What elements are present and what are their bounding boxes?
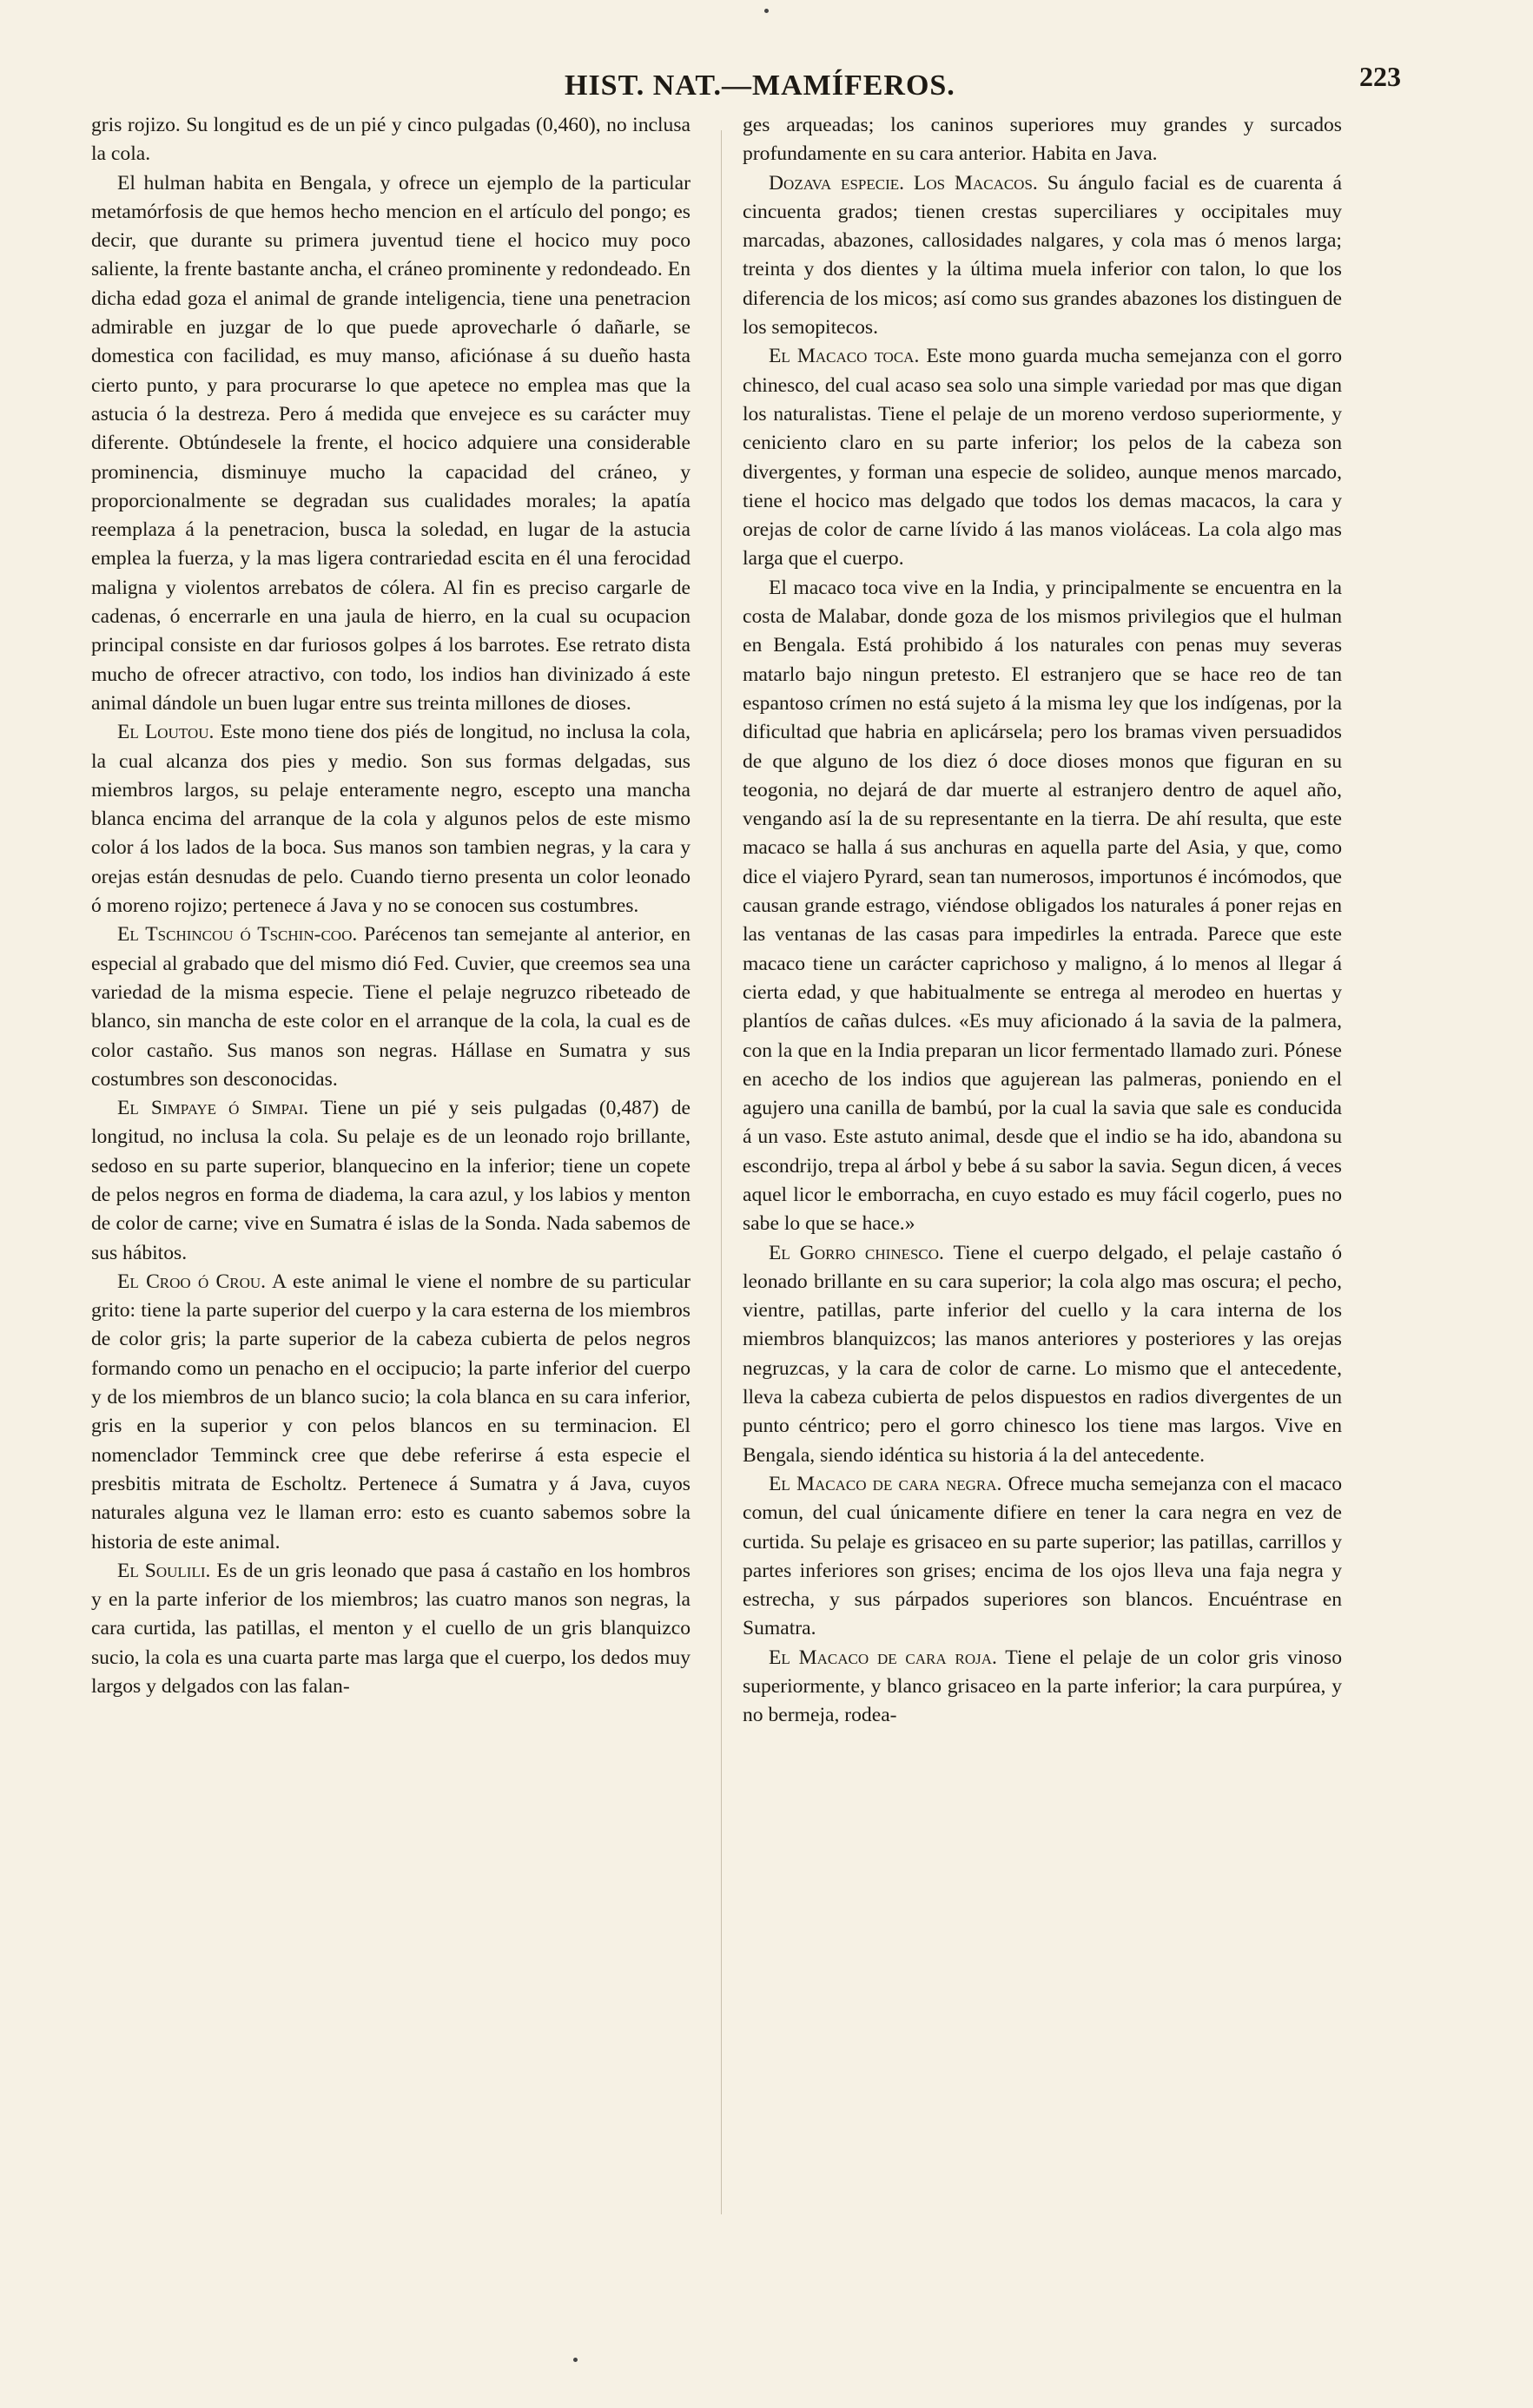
paragraph-text: Tiene un pié y seis pulgadas (0,487) de longitud, no inclusa la cola. Su pelaje es de un leonado rojo brillante, sedoso en su parte superior, blanquecino en la inferior; tiene un copete de pelos negros en forma de diadema, la cara azul, y los labios y menton de color de carne; vive en Sumatra é islas de la Sonda. Nada sabemos de sus hábitos. <box>91 1097 691 1264</box>
column-divider <box>721 130 722 2214</box>
running-head: HIST. NAT.—MAMÍFEROS. <box>565 69 955 102</box>
paragraph-text: El hulman habita en Bengala, y ofrece un ejemplo de la particular metamórfosis de que hemos hecho mencion en el artículo del pongo; es decir, que durante su primera juventud tiene el hocico muy poco saliente, la frente bastante ancha, el cráneo prominente y redondeado. En dicha edad goza el animal de grande inteligencia, tiene una penetracion admirable en juzgar de lo que puede aprovecharle ó dañarle, se domestica con facilidad, es muy manso, aficiónase á su dueño hasta cierto punto, y para procurarse lo que apetece no emplea mas que la astucia ó la destreza. Pero á medida que envejece es su carácter muy diferente. Obtúndesele la frente, el hocico adquiere una considerable prominencia, disminuye mucho la capacidad del cráneo, y proporcionalmente se degradan sus cualidades morales; la apatía reemplaza á la penetracion, busca la soledad, en lugar de la astucia emplea la fuerza, y la mas ligera contrariedad escita en él una ferocidad maligna y violentos arrebatos de cólera. Al fin es preciso cargarle de cadenas, ó encerrarle en una jaula de hierro, en la cual su ocupacion principal consiste en dar furiosos golpes á los barrotes. Ese retrato dista mucho de ofrecer atractivo, con todo, los indios han divinizado á este animal dándole un buen lugar entre sus treinta millones de dioses. <box>91 171 691 715</box>
species-heading: El Macaco de cara negra. <box>769 1472 1002 1495</box>
paragraph-text: gris rojizo. Su longitud es de un pié y cinco pulgadas (0,460), no inclusa la cola. <box>91 114 691 166</box>
paragraph <box>743 1644 1342 1731</box>
paragraph-text: A este animal le viene el nombre de su particular grito: tiene la parte superior del cuerpo y la cara esterna de los miembros de color gris; la parte superior de la cabeza cubierta de pelos negros formando como un penacho en el occipucio; la parte inferior del cuerpo y de los miembros de un blanco sucio; la cola blanca en su cara inferior, gris en la superior y con pelos blancos en su terminacion. El nomenclador Temminck cree que debe referirse á esta especie el presbitis mitrata de Escholtz. Pertenece á Sumatra y á Java, cuyos naturales alguna vez le llaman erro: esto es cuanto sabemos sobre la historia de este animal. <box>91 1270 691 1554</box>
paragraph <box>743 1239 1342 1470</box>
species-heading: El Soulili. <box>117 1559 211 1582</box>
paragraph <box>743 1470 1342 1644</box>
paragraph <box>743 574 1342 1239</box>
species-heading: El Macaco toca. <box>769 345 920 368</box>
paragraph-text: Tiene el pelaje de un color gris vinoso superiormente, y blanco grisaceo en la parte inferior; la cara purpúrea, y no bermeja, rodea- <box>743 1646 1342 1727</box>
paragraph <box>91 718 691 920</box>
species-heading: El Loutou. <box>117 721 215 744</box>
paragraph-text: ges arqueadas; los caninos superiores muy grandes y surcados profundamente en su cara anterior. Habita en Java. <box>743 114 1342 166</box>
species-heading: El Croo ó Crou. <box>117 1270 267 1293</box>
species-heading: El Simpaye ó Simpai. <box>117 1097 309 1120</box>
paragraph-text: Parécenos tan semejante al anterior, en especial al grabado que del mismo dió Fed. Cuvier, que creemos sea una variedad de la misma especie. Tiene el pelaje negruzco ribeteado de blanco, sin mancha de este color en el arranque de la cola, la cual es de color castaño. Sus manos son negras. Hállase en Sumatra y sus costumbres son desconocidas. <box>91 923 691 1091</box>
page-header <box>0 61 1533 113</box>
paragraph-text: Es de un gris leonado que pasa á castaño en los hombros y en la parte inferior de los miembros; las cuatro manos son negras, la cara curtida, las patillas, el menton y el cuello de un gris blanquizco sucio, la cola es una cuarta parte mas larga que el cuerpo, los dedos muy largos y delgados con las falan- <box>91 1559 691 1699</box>
paragraph <box>91 1557 691 1701</box>
paragraph <box>91 1094 691 1268</box>
paragraph-text: Este mono guarda mucha semejanza con el gorro chinesco, del cual acaso sea solo una simple variedad por mas que digan los naturalistas. Tiene el pelaje de un moreno verdoso superiormente, y ceniciento claro en su parte inferior; los pelos de la cabeza son divergentes, y forman una especie de solideo, aunque menos marcado, tiene el hocico mas delgado que todos los demas macacos, la cara y orejas de color de carne lívido á las manos violáceas. La cola algo mas larga que el cuerpo. <box>743 345 1342 571</box>
species-heading: El Tschincou ó Tschin-coo. <box>117 923 358 947</box>
paragraph <box>743 169 1342 343</box>
paragraph <box>91 1268 691 1557</box>
page-number: 223 <box>1359 61 1401 92</box>
paragraph <box>743 342 1342 573</box>
paragraph-text: Tiene el cuerpo delgado, el pelaje castaño ó leonado brillante en su cara superior; la cola algo mas oscura; el pecho, vientre, patillas, parte inferior del cuello y la cara interna de los miembros blanquizcos; las manos anteriores y posteriores y las orejas negruzcas, y la cara de color de carne. Lo mismo que el antecedente, lleva la cabeza cubierta de pelos dispuestos en radios divergentes de un punto céntrico; pero el gorro chinesco los tiene mas largos. Vive en Bengala, siendo idéntica su historia á la del antecedente. <box>743 1241 1342 1467</box>
paragraph <box>91 920 691 1094</box>
paragraph-text: Este mono tiene dos piés de longitud, no inclusa la cola, la cual alcanza dos pies y medio. Son sus formas delgadas, sus miembros largos, su pelaje enteramente negro, escepto una mancha blanca encima del arranque de la cola y algunos pelos de este mismo color á los lados de la boca. Sus manos son tambien negras, y la cara y orejas están desnudas de pelo. Cuando tierno presenta un color leonado ó moreno rojizo; pertenece á Java y no se conocen sus costumbres. <box>91 721 691 918</box>
paragraph <box>743 111 1342 169</box>
left-column <box>91 111 691 2299</box>
species-heading: El Macaco de cara roja. <box>769 1646 997 1669</box>
paragraph-text: El macaco toca vive en la India, y principalmente se encuentra en la costa de Malabar, donde goza de los mismos privilegios que el hulman en Bengala. Está prohibido á los naturales con penas muy severas matarlo bajo ningun pretesto. El estranjero que se hace reo de tan espantoso crímen no está sujeto á la misma ley que los indígenas, por la dificultad que habria en aplicársela; pero los bramas viven persuadidos de que alguno de los diez ó doce dioses monos que figuran en su teogonia, no dejará de dar muerte al estranjero dentro de aquel año, vengando así la de su representante en la tierra. De ahí resulta, que este macaco se halla á sus anchuras en aquella parte del Asia, y que, como dice el viajero Pyrard, sean tan numerosos, importunos é incómodos, que causan grande estrago, viéndose obligados los naturales á poner rejas en las ventanas de las casas para impedirles la entrada. Parece que este macaco tiene un carácter caprichoso y maligno, á lo menos al llegar á cierta edad, y que habitualmente se entrega al merodeo en huertas y plantíos de cañas dulces. «Es muy aficionado á la savia de la palmera, con la que en la India preparan un licor fermentado llamado zuri. Pónese en acecho de los indios que agujerean las palmeras, poniendo en el agujero una canilla de bambú, por la cual la savia que sale es conducida á un vaso. Este astuto animal, desde que el indio se ha ido, abandona su escondrijo, trepa al árbol y bebe á su sabor la savia. Segun dicen, á veces aquel licor le emborracha, en cuyo estado es muy fácil cogerlo, pues no sabe lo que se hace.» <box>743 576 1342 1236</box>
species-heading: Dozava especie. Los Macacos. <box>769 171 1038 195</box>
ink-speck <box>764 9 769 13</box>
paragraph-text: Su ángulo facial es de cuarenta á cincuenta grados; tienen crestas superciliares y occipitales muy marcadas, abazones, callosidades nalgares, y cola mas ó menos larga; treinta y dos dientes y la última muela inferior con talon, lo que los diferencia de los micos; así como sus grandes abazones los distinguen de los semopitecos. <box>743 171 1342 340</box>
species-heading: El Gorro chinesco. <box>769 1241 944 1264</box>
paragraph-text: Ofrece mucha semejanza con el macaco comun, del cual únicamente difiere en tener la cara negra en vez de curtida. Su pelaje es grisaceo en su parte superior; las patillas, carrillos y partes inferiores son grises; encima de los ojos lleva una faja negra y estrecha, y sus párpados superiores son blancos. Encuéntrase en Sumatra. <box>743 1472 1342 1640</box>
ink-speck <box>573 2358 578 2362</box>
paragraph <box>91 169 691 719</box>
paragraph <box>91 111 691 169</box>
right-column <box>743 111 1342 2299</box>
